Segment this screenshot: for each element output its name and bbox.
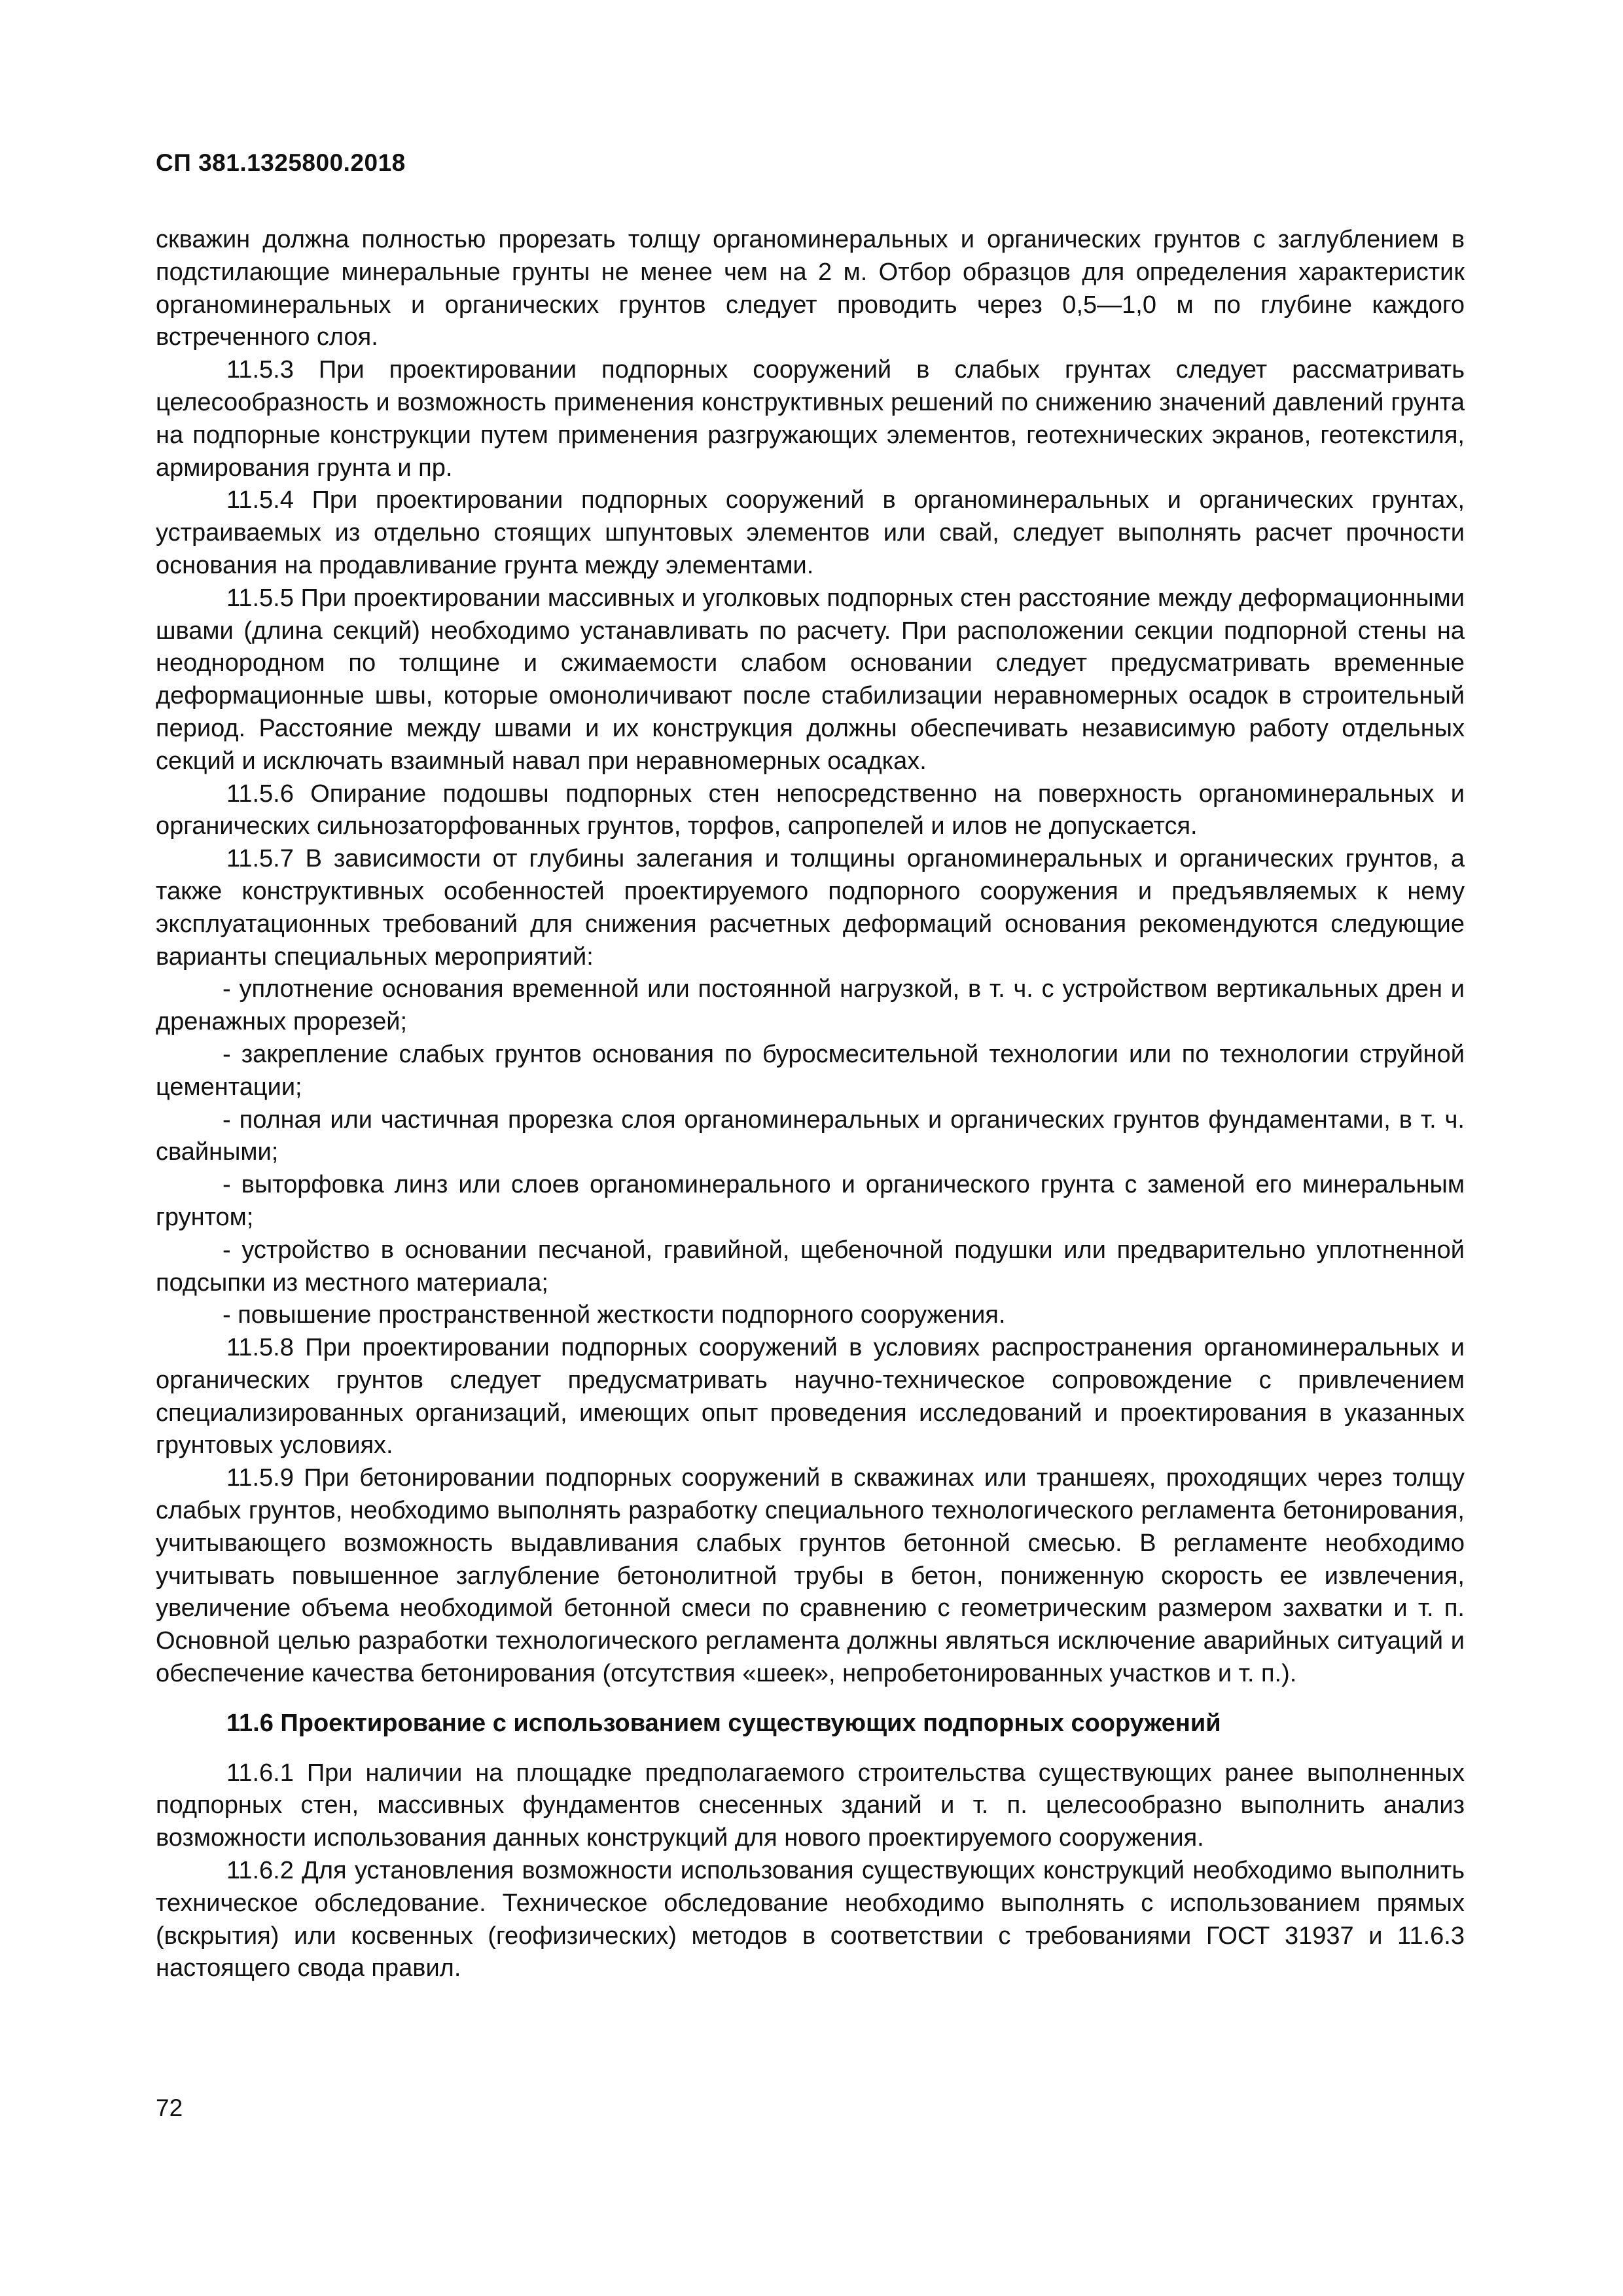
paragraph-11-6-1: 11.6.1 При наличии на площадке предполагаемого строительства существующих ранее выполненных подпорных стен, массивных фундаментов снесенных зданий и т. п. целесообразно выполнить анализ возможности использования данных конструкций для нового проектируемого сооружения. xyxy=(156,1759,1465,1852)
list-item: - повышение пространственной жесткости подпорного сооружения. xyxy=(223,1301,1006,1329)
paragraph-11-5-3: 11.5.3 При проектировании подпорных сооружений в слабых грунтах следует рассматривать целесообразность и возможность применения конструктивных решений по снижению значений давлений грунта на подпорные конструкции путем применения разгружающих элементов, геотехнических экранов, геотекстиля, армирования грунта и пр. xyxy=(156,356,1465,482)
paragraph-continuation: скважин должна полностью прорезать толщу органоминеральных и органических грунтов с заглублением в подстилающие минеральные грунты не менее чем на 2 м. Отбор образцов для определения характеристик органоминеральных и органических грунтов следует проводить через 0,5—1,0 м по глубине каждого встреченного слоя. xyxy=(156,226,1465,351)
list-item: - устройство в основании песчаной, гравийной, щебеночной подушки или предварительно уплотненной подсыпки из местного материала; xyxy=(156,1236,1465,1297)
paragraph-11-5-9: 11.5.9 При бетонировании подпорных сооружений в скважинах или траншеях, проходящих через толщу слабых грунтов, необходимо выполнять разработку специального технологического регламента бетонирования, учитывающего возможность выдавливания слабых грунтов бетонной смесью. В регламенте необходимо учитывать повышенное заглубление бетонолитной трубы в бетон, пониженную скорость ее извлечения, увеличение объема необходимой бетонной смеси по сравнению с геометрическим размером захватки и т. п. Основной целью разработки технологического регламента должны являться исключение аварийных ситуаций и обеспечение качества бетонирования (отсутствия «шеек», непробетонированных участков и т. п.). xyxy=(156,1464,1465,1688)
list-item: - уплотнение основания временной или постоянной нагрузкой, в т. ч. с устройством вертикальных дрен и дренажных прорезей; xyxy=(156,975,1465,1036)
list-item: - полная или частичная прорезка слоя органоминеральных и органических грунтов фундаментами, в т. ч. свайными; xyxy=(156,1105,1465,1166)
section-heading-11-6: 11.6 Проектирование с использованием существующих подпорных сооружений xyxy=(226,1709,1221,1737)
paragraph-11-5-6: 11.5.6 Опирание подошвы подпорных стен непосредственно на поверхность органоминеральных и органических сильнозаторфованных грунтов, торфов, сапропелей и илов не допускается. xyxy=(156,780,1465,840)
paragraph-11-5-5: 11.5.5 При проектировании массивных и уголковых подпорных стен расстояние между деформационными швами (длина секций) необходимо устанавливать по расчету. При расположении секции подпорной стены на неоднородном по толщине и сжимаемости слабом основании следует предусматривать временные деформационные швы, которые омоноличивают после стабилизации неравномерных осадок в строительный период. Расстояние между швами и их конструкция должны обеспечивать независимую работу отдельных секций и исключать взаимный навал при неравномерных осадках. xyxy=(156,584,1465,775)
paragraph-11-6-2: 11.6.2 Для установления возможности использования существующих конструкций необходимо выполнить техническое обследование. Техническое обследование необходимо выполнять с использованием прямых (вскрытия) или косвенных (геофизических) методов в соответствии с требованиями ГОСТ 31937 и 11.6.3 настоящего свода правил. xyxy=(156,1857,1465,1982)
page-number: 72 xyxy=(156,2094,183,2121)
paragraph-11-5-7: 11.5.7 В зависимости от глубины залегания и толщины органоминеральных и органических грунтов, а также конструктивных особенностей проектируемого подпорного сооружения и предъявляемых к нему эксплуатационных требований для снижения расчетных деформаций основания рекомендуются следующие варианты специальных мероприятий: xyxy=(156,845,1465,971)
list-item: - выторфовка линз или слоев органоминерального и органического грунта с заменой его минеральным грунтом; xyxy=(156,1171,1465,1231)
document-body xyxy=(156,224,1465,1985)
list-item: - закрепление слабых грунтов основания по буросмесительной технологии или по технологии струйной цементации; xyxy=(156,1040,1465,1101)
paragraph-11-5-4: 11.5.4 При проектировании подпорных сооружений в органоминеральных и органических грунтах, устраиваемых из отдельно стоящих шпунтовых элементов или свай, следует выполнять расчет прочности основания на продавливание грунта между элементами. xyxy=(156,486,1465,579)
document-code: СП 381.1325800.2018 xyxy=(156,149,406,176)
paragraph-11-5-8: 11.5.8 При проектировании подпорных сооружений в условиях распространения органоминеральных и органических грунтов следует предусматривать научно-техническое сопровождение с привлечением специализированных организаций, имеющих опыт проведения исследований и проектирования в указанных грунтовых условиях. xyxy=(156,1334,1465,1460)
